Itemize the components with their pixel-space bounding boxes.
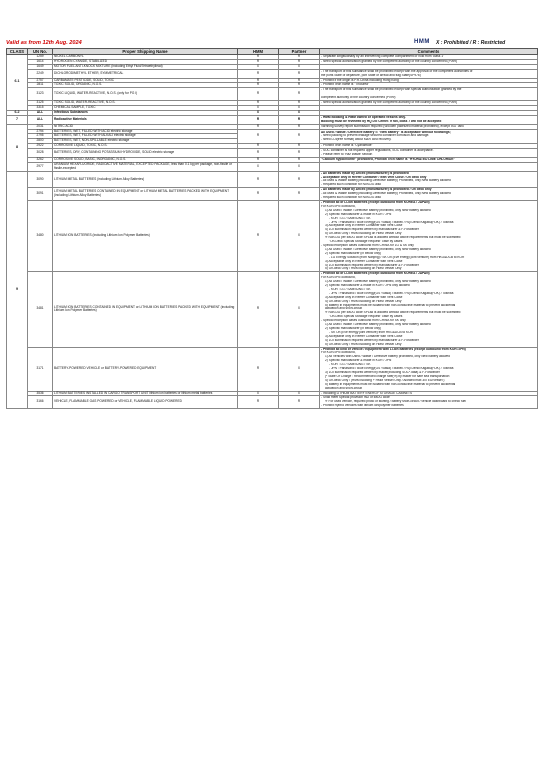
- partner-status-cell: X: [279, 162, 320, 171]
- hmm-status-cell: X: [238, 162, 279, 171]
- comments-cell: [320, 396, 538, 409]
- un-number-cell: 3166: [28, 396, 53, 409]
- hmm-logo: HMM: [414, 39, 430, 45]
- shipping-name-cell: CORROSIVE SOLID, BASIC, INORGANIC, N.O.S.: [53, 157, 238, 162]
- comment-line: 5) Battery in equipments must be isolated with non-conductive material to prevent accidental: [325, 303, 456, 307]
- table-row: [7, 171, 538, 188]
- comment-line: - All batteries made by Aricell (manufacturer) is prohibited / On deck only: [321, 188, 432, 192]
- comment-line: 3) Acceptable only in Reefer Container with Vent Close: [325, 334, 403, 338]
- comment-line: 1) All Vehicles with Used / Waste / Defective battery prohibited, only New battery allowed: [325, 355, 450, 359]
- shipping-name-cell: Radioactive Materials: [53, 115, 238, 124]
- comment-line: - All used & Waste Battery(Including Defective Battery) Prohibited, only New Battery allowed: [321, 192, 451, 196]
- comment-line: - Prohibit if the origin is P.R.China including Hong Kong: [321, 78, 399, 82]
- hmm-status-cell: R: [238, 396, 279, 409]
- comment-line: - JPN : Panasonic / Blue Energy(GS Yuasa) / Maxell / Fuji Denki Kagaku(FDK) / Toshiba: [329, 367, 454, 371]
- comment-line: 2) Specific manufacturer & made in KOR / JPN only allowed: [325, 284, 410, 288]
- comment-line: 3) Acceptable only in Reefer Container with Vent Close: [325, 295, 403, 299]
- partner-status-cell: R: [279, 171, 320, 188]
- un-number-cell: 3091: [28, 188, 53, 201]
- shipping-name-cell: LITHIUM ION BATTERIES CONTAINED IN EQUIPMENT or LITHIUM ION BATTERIES PACKED WITH EQUIPMENT (including Lithium Ion Polymer Batteries): [53, 272, 238, 347]
- un-number-cell: ALL: [28, 110, 53, 115]
- comment-line: 5) Battery in equipments must be isolated with non-conductive material to prevent accidental: [325, 382, 456, 386]
- hmm-status-cell: R: [238, 347, 279, 391]
- shipping-name-cell: TOXIC SOLID, WATER-REACTIVE, N.O.S.: [53, 101, 238, 106]
- comment-line: - Prohibit Tech name is "Thiourea": [321, 83, 370, 87]
- comment-line: Varnning survey report submission required (Wooden palletized material prohibited), except ISO Tank: [321, 124, 464, 128]
- comments-cell: [320, 162, 538, 171]
- comment-line: ※ Non-DG per IMDG code SP188 is allowed without above requirements but must be submitted: [325, 311, 461, 315]
- comment-line: - Prohibit all of Li-ion Batteries (except outbound from KOREA / JAPAN): [321, 201, 430, 204]
- hmm-status-cell: R: [238, 115, 279, 124]
- shipping-name-cell: LITHIUM ION BATTERIES (including Lithium Ion Polymer Batteries): [53, 201, 238, 272]
- hmm-status-cell: R: [238, 78, 279, 83]
- comments-cell: [320, 171, 538, 188]
- partner-status-cell: R: [279, 78, 320, 83]
- comment-line: [321, 65, 536, 69]
- comment-line: - Special exception cases outbound from CHINA for SK only: [321, 319, 406, 323]
- comment-line: 2) Specific manufacturer (in below only): [325, 251, 381, 255]
- comment-line: - JPN : Panasonic / Blue Energy(GS Yuasa) / Maxell / Fuji Denki Kagaku(FDK) / Toshiba: [329, 291, 454, 295]
- un-number-cell: 2031: [28, 124, 53, 129]
- shipping-name-cell: BATTERIES, WET, FILLED WITH ACID electric storage: [53, 129, 238, 134]
- comment-line: 3) LOI submission required written by maker(including SOC*.data) & F-Forwarder: [325, 370, 440, 374]
- comment-line: 1) All Used / Waste / Defective battery prohibited, only New battery allowed: [325, 247, 431, 251]
- comment-line: For KOR/JPN outbound,: [321, 276, 356, 280]
- shipping-name-cell: MOTOR FUEL ANTI-KNOCK MIXTURE (Including Ethyl Fluid/Tetraethyllead): [53, 64, 238, 69]
- un-number-cell: 2800: [28, 139, 53, 144]
- comment-line: "Calcium hypochlorite" prohibited, Prohibit Tech name is "HYDRATED LIME CHLORIDE": [321, 157, 455, 161]
- table-row: [7, 188, 538, 201]
- table-row: [7, 162, 538, 171]
- comment-line: activation and short-circuit: [325, 307, 363, 311]
- shipping-name-cell: DICHLORODIMETHYL ETHER, SYMMETRICAL: [53, 69, 238, 78]
- un-number-cell: 3315: [28, 105, 53, 110]
- comment-line: - Need special authorization granted by the competent authority of the country concerned (P099): [321, 59, 458, 63]
- comment-line: 5) On-deck Only / HMM Booking on HMM Vessel Only: [325, 232, 402, 236]
- comment-line: For KOR/JPN outbound,: [321, 204, 356, 208]
- partner-status-cell: R: [279, 88, 320, 101]
- un-number-cell: 2249: [28, 69, 53, 78]
- un-number-cell: 2811: [28, 83, 53, 88]
- partner-status-cell: X: [279, 105, 320, 110]
- hmm-status-cell: X: [238, 105, 279, 110]
- hmm-status-cell: R: [238, 171, 279, 188]
- comment-line: - All used & Waste Battery(Including Defective Battery) Prohibited, only New Battery allowed: [321, 179, 451, 183]
- comment-line: 4) LOI submission required written by manufacturer & F-Forwarder: [325, 263, 419, 267]
- shipping-name-cell: BATTERY-POWERED VEHICLE or BATTERY-POWERED EQUIPMENT: [53, 347, 238, 391]
- comment-line: 3) Acceptable only in Reefer Container with Vent Close: [325, 259, 403, 263]
- comment-line: - Acceptable only in Reefer Container / with Vent Close / On deck only: [321, 175, 427, 179]
- partner-status-cell: R: [279, 129, 320, 144]
- shipping-name-cell: BATTERIES, DRY, CONTAINING POTASSIUM HYDROXIDE, SOLID electric storage: [53, 149, 238, 158]
- comment-line: - Including LITHIUM BATTERY ENERGY STORAGE CABINETS: [321, 391, 413, 395]
- hmm-status-cell: R: [238, 144, 279, 149]
- comment-line: "On-Deck Special Stowage Request" case by cases: [329, 315, 403, 319]
- partner-status-cell: R: [279, 157, 320, 162]
- comment-line: - The transport of this substance shall be prohibited except with special authorization granted by the: [321, 88, 462, 92]
- un-number-cell: 2977: [28, 162, 53, 171]
- hmm-status-cell: R: [238, 101, 279, 106]
- shipping-name-cell: TOXIC LIQUID, WATER-REACTIVE, N.O.S. (only for PG I): [53, 88, 238, 101]
- hmm-status-cell: X: [238, 64, 279, 69]
- shipping-name-cell: NICKEL CARBONYL: [53, 55, 238, 60]
- un-number-cell: 1259: [28, 55, 53, 60]
- partner-status-cell: R: [279, 69, 320, 78]
- hmm-status-cell: R: [238, 157, 279, 162]
- comment-line: 4) On-deck Only / HMM Booking on HMM Vessel Only: [325, 299, 402, 303]
- partner-status-cell: R: [279, 59, 320, 64]
- comment-line: - SOC container is not required upper regulations, SOC container is acceptable.: [321, 149, 434, 153]
- un-number-cell: 2795: [28, 134, 53, 139]
- comment-line: 5) On-deck Only / HMM Booking on HMM Vessel Only: [325, 342, 402, 346]
- un-number-cell: ALL: [28, 115, 53, 124]
- comment-line: ※ For used vehicle, required photo of stuffing / battery short-circuit / vehicle dashboard to check fuel: [325, 400, 466, 404]
- un-number-cell: 1649: [28, 64, 53, 69]
- comments-cell: [320, 88, 538, 101]
- table-row: [7, 396, 538, 409]
- comment-line: - Need special authorization granted by the competent authority of the country concerned (P099): [321, 101, 458, 105]
- shipping-name-cell: CARBAMATE PESTICIDE, SOLID, TOXIC: [53, 78, 238, 83]
- comment-line: 2) Specific manufacturer & made in KOR / JPN: [325, 212, 392, 216]
- un-number-cell: 3090: [28, 171, 53, 188]
- comment-line: - Prohibit all kind of Vehicle / Equipment with Li-ion Batteries (except outbound from KOR /JPN): [321, 347, 466, 351]
- class-cell: 9: [7, 171, 28, 408]
- partner-status-cell: R: [279, 396, 320, 409]
- partner-status-cell: X: [279, 391, 320, 396]
- column-header: Comments: [320, 49, 538, 55]
- comment-line: - KOR : LG / SAMSUNG / SK: [329, 216, 371, 220]
- hmm-status-cell: R: [238, 69, 279, 78]
- comment-line: - All batteries made by Aricell (manufacturer) is prohibited: [321, 171, 409, 175]
- comment-line: - Need LOI(free format) about M&R cost recovery.: [321, 138, 392, 142]
- comment-line: - KOR : LG / SAMSUNG / SK: [329, 287, 371, 291]
- comment-line: Booking must be reviewed by HQ DG Center. If not, class 7 will not be accepted: [321, 119, 442, 123]
- hmm-status-cell: R: [238, 124, 279, 129]
- un-number-cell: 2922: [28, 144, 53, 149]
- valid-date-label: Valid as from 12th Aug. 2024: [6, 40, 82, 46]
- comment-line: - SK On (Eve energy joint venture) from HKG&DCB to KOR: [329, 330, 413, 334]
- comments-cell: [320, 188, 538, 201]
- comment-line: 1) All Used / Waste / Defective battery prohibited, only New battery allowed: [325, 208, 431, 212]
- partner-status-cell: R: [279, 149, 320, 158]
- comment-line: [321, 165, 536, 169]
- partner-status-cell: X: [279, 201, 320, 272]
- partner-status-cell: X: [279, 347, 320, 391]
- column-header: HMM: [238, 49, 279, 55]
- table-body: [7, 55, 538, 409]
- comment-line: 1) All Used / Waste / Defective battery prohibited, only New battery allowed: [325, 323, 431, 327]
- legend-text: X : Prohibited / R : Restricted: [436, 40, 506, 46]
- comment-line: 2) Specific manufacturer (in below only): [325, 327, 381, 330]
- comment-line: - Prohibit Hybrid Vehicles with lithium ion/polymer batteries: [321, 404, 404, 408]
- shipping-name-cell: Infectious Substances: [53, 110, 238, 115]
- class-cell: 7: [7, 115, 28, 124]
- comment-line: 4) On-deck Only / (HMM Booking + HMM Vessel Only / Allowed max 30TEU/Vessel ): [325, 378, 445, 382]
- class-cell: 8: [7, 124, 28, 171]
- partner-status-cell: R: [279, 188, 320, 201]
- table-row: [7, 201, 538, 272]
- comment-line: All Used / Waste / Defective Battery ⇒ "New battery" is acceptable without followings;: [321, 130, 451, 134]
- comments-cell: [320, 69, 538, 78]
- comment-line: 5) On-deck Only / HMM Booking on HMM Vessel Only: [325, 267, 402, 271]
- comment-line: - JPN : Panasonic / Blue Energy(GS Yuasa) / Maxell / Fuji Denki Kagaku(FDK) / Toshiba: [329, 220, 454, 224]
- shipping-name-cell: VEHICLE, FLAMMABLE GAS POWERED or VEHICLE, FLAMMABLE LIQUID POWERED: [53, 396, 238, 409]
- un-number-cell: 3028: [28, 149, 53, 158]
- hmm-status-cell: R: [238, 149, 279, 158]
- comment-line: - LG Energy Solution (from Nanjing) / SK On (Eve energy joint venture) from HKG&DCB to KOR: [329, 255, 465, 259]
- hmm-status-cell: R: [238, 59, 279, 64]
- un-number-cell: 1614: [28, 59, 53, 64]
- shipping-name-cell: BATTERIES, WET, FILLED WITH ALKALI electric storage: [53, 134, 238, 139]
- comment-line: [321, 106, 536, 110]
- column-header: UN No.: [28, 49, 53, 55]
- comments-cell: [320, 129, 538, 144]
- table-row: [7, 272, 538, 347]
- comment-line: - HMM Booking & HMM owned or operated vessels only.: [321, 115, 406, 119]
- partner-status-cell: R: [279, 83, 320, 88]
- comment-line: - KOR : LG / SAMSUNG / SK: [329, 363, 371, 367]
- comment-line: 1) All Used / Waste / Defective battery prohibited, only New battery allowed: [325, 280, 431, 284]
- comment-line: For KOR/JPN outbound,: [321, 351, 356, 355]
- hmm-status-cell: R: [238, 129, 279, 144]
- un-number-cell: 3481: [28, 272, 53, 347]
- comment-line: 4) LOI submission required written by manufacturer & F-Forwarder: [325, 338, 419, 342]
- comment-line: - The transport of this substance shall be prohibited except with the approval of the competent authorities of: [321, 69, 473, 73]
- un-number-cell: 3536: [28, 391, 53, 396]
- hmm-status-cell: X: [238, 110, 279, 115]
- comment-line: - Special exception cases outbound from CHINA for LG & SK only: [321, 243, 414, 247]
- hmm-status-cell: R: [238, 88, 279, 101]
- comment-line: competent authority of the country concerned (P099): [321, 96, 396, 100]
- comment-line: - Need packing to prevent leakage secured container corrosion and damage.: [321, 134, 430, 138]
- comment-line: 4) LOI submission required written by manufacturer & F-Forwarder: [325, 228, 419, 232]
- partner-status-cell: R: [279, 55, 320, 60]
- hmm-status-cell: R: [238, 55, 279, 60]
- comments-cell: [320, 272, 538, 347]
- comment-line: - Required such condition for Non-DG also: [321, 196, 382, 200]
- table-row: [7, 69, 538, 78]
- shipping-name-cell: URANIUM HEXAFLUORIDE, RADIOACTIVE MATERIAL, EXCEPTED PACKAGE, less than 0.1 kg per package, non-fissile or fissile-excepted: [53, 162, 238, 171]
- partner-status-cell: X: [279, 272, 320, 347]
- shipping-name-cell: NITRIC ACID: [53, 124, 238, 129]
- hmm-status-cell: X: [238, 391, 279, 396]
- comment-line: - Prohibit all of Li-ion Batteries (except outbound from KOREA / JAPAN): [321, 272, 430, 276]
- shipping-name-cell: LITHIUM BATTERIES INSTALLED IN CARGO TRANSPORT UNIT lithium ion batteries or lithium metal batteries: [53, 391, 238, 396]
- partner-status-cell: X: [279, 110, 320, 115]
- partner-status-cell: R: [279, 144, 320, 149]
- comment-line: 3) Acceptable only in Reefer Container with Vent Close: [325, 224, 403, 228]
- hmm-status-cell: R: [238, 201, 279, 272]
- column-header: Partner: [279, 49, 320, 55]
- shipping-name-cell: HYDROGEN CYANIDE, STABILIZED: [53, 59, 238, 64]
- un-number-cell: 2794: [28, 129, 53, 134]
- comment-line: - Separate longitudinally by an intervening complete compartment or hold from 'class 1': [321, 55, 444, 58]
- comment-line: the ports State of departure, port State of arrival and flag State(SP976): [321, 73, 421, 77]
- comments-cell: [320, 347, 538, 391]
- shipping-name-cell: LITHIUM METAL BATTERIES CONTAINED IN EQUIPMENT or LITHIUM METAL BATTERIES PACKED WITH EQUIPMENT (including Lithium Alloy Batteries): [53, 188, 238, 201]
- column-header: Proper Shipping Name: [53, 49, 238, 55]
- un-number-cell: 3125: [28, 101, 53, 106]
- table-row: [7, 115, 538, 124]
- comments-cell: [320, 115, 538, 124]
- comment-line: - Please refer to 'Haz Waste' section: [321, 153, 373, 157]
- un-number-cell: 3123: [28, 88, 53, 101]
- hmm-status-cell: R: [238, 83, 279, 88]
- table-row: [7, 347, 538, 391]
- table-row: [7, 88, 538, 101]
- comments-cell: [320, 201, 538, 272]
- partner-status-cell: X: [279, 64, 320, 69]
- comment-line: [321, 111, 536, 115]
- shipping-name-cell: LITHIUM METAL BATTERIES (including Lithium Alloy Batteries): [53, 171, 238, 188]
- comment-line: "On-Deck Special Stowage Request" case by cases: [329, 240, 403, 244]
- partner-status-cell: R: [279, 115, 320, 124]
- comment-line: 2) Specific manufacturer & made in KOR / JPN: [325, 359, 392, 363]
- comment-line: - Shall meet Special provision 962 of IMDG code: [321, 396, 390, 400]
- comment-line: activation and short-circuit: [325, 386, 363, 390]
- hmm-status-cell: R: [238, 188, 279, 201]
- un-number-cell: 3171: [28, 347, 53, 391]
- shipping-name-cell: BATTERIES, WET, NON-SPILLABLE electric storage: [53, 139, 238, 144]
- shipping-name-cell: CORROSIVE LIQUID, TOXIC, N.O.S.: [53, 144, 238, 149]
- shipping-name-cell: CHEMICAL SAMPLE, TOXIC: [53, 105, 238, 110]
- shipping-name-cell: TOXIC SOLID, ORGANIC, N.O.S.: [53, 83, 238, 88]
- class-cell: 6.2: [7, 110, 28, 115]
- class-cell: 6.1: [7, 55, 28, 111]
- comment-line: - Prohibit Tech name is "Cyanamide": [321, 144, 373, 148]
- un-number-cell: 2757: [28, 78, 53, 83]
- hmm-status-cell: R: [238, 272, 279, 347]
- un-number-cell: 3480: [28, 201, 53, 272]
- un-number-cell: 3262: [28, 157, 53, 162]
- restriction-table: [6, 48, 538, 409]
- partner-status-cell: R: [279, 124, 320, 129]
- column-header: CLASS: [7, 49, 28, 55]
- comment-line: - Required such condition for Non-DG also: [321, 183, 382, 187]
- comment-line: ※ Non-DG per IMDG code SP188 is allowed without above requirements but must be submitted: [325, 236, 461, 240]
- comment-line: (* State Of Charge : Recommended charge rate(%) by maker for safe sea transportation: [325, 374, 450, 378]
- comments-cell: [320, 149, 538, 158]
- partner-status-cell: R: [279, 101, 320, 106]
